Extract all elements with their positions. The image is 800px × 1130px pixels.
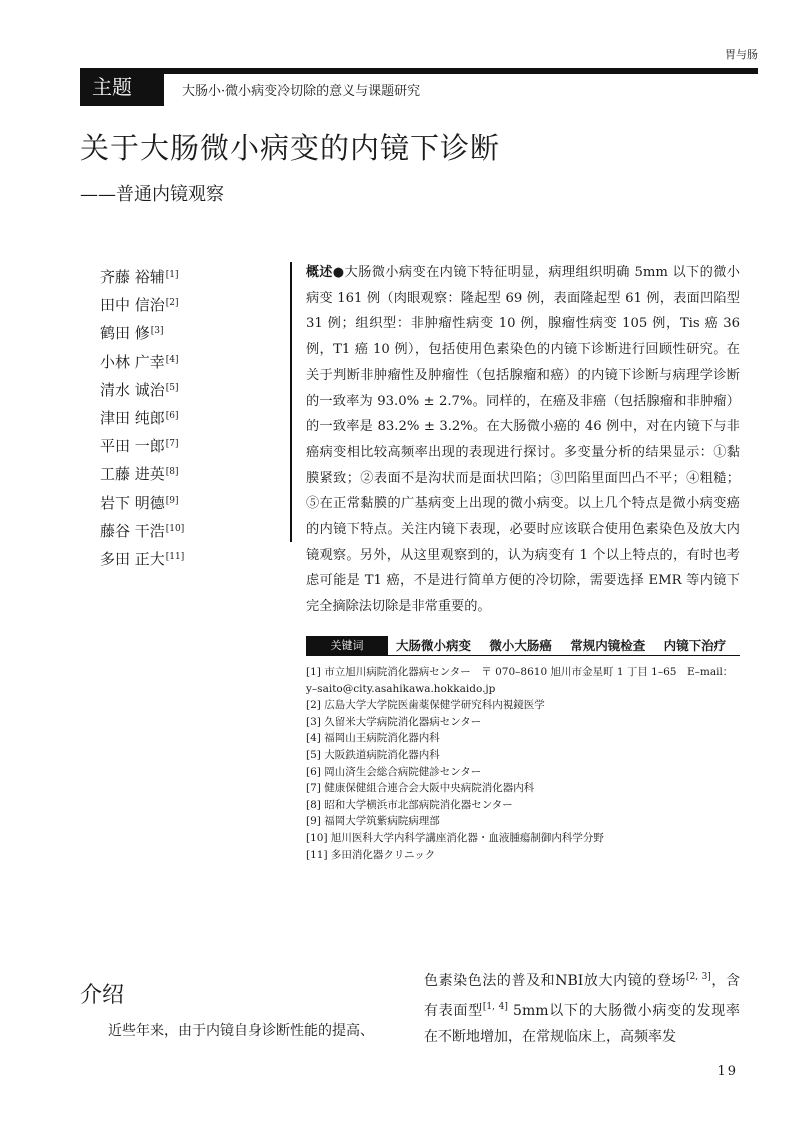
author-list bbox=[100, 262, 184, 572]
affiliation: [7] 健康保健組合連合会大阪中央病院消化器内科 bbox=[306, 782, 535, 795]
keyword: 常规内镜检查 bbox=[570, 638, 646, 653]
header-rule bbox=[80, 68, 758, 74]
keyword: 微小大肠癌 bbox=[489, 638, 552, 653]
affiliation: [10] 旭川医科大学内科学講座消化器・血液腫瘍制御内科学分野 bbox=[306, 831, 604, 844]
affiliations bbox=[306, 664, 746, 863]
author: 多田 正大[11] bbox=[100, 550, 185, 569]
author: 小林 广幸[4] bbox=[100, 352, 179, 371]
abstract-label: 概述● bbox=[306, 265, 345, 280]
author: 藤谷 干浩[10] bbox=[100, 521, 185, 540]
keywords-label: 关键词 bbox=[306, 636, 388, 656]
affiliation: [11] 多田消化器クリニック bbox=[306, 848, 436, 861]
abstract-text: 大肠微小病变在内镜下特征明显，病理组织明确 5mm 以下的微小病变 161 例（肉眼观察：隆起型 69 例，表面隆起型 61 例，表面凹陷型 31 例；组织型：非肿瘤性病变 10 例，腺瘤性病变 105 例，Tis 癌 36 例，T1 癌 10 例），包括使用色素染色的内镜下诊断进行回顾性研究。在关于判断非肿瘤性及肿瘤性（包括腺瘤和癌）的内镜下诊断与病理学诊断的一致率为 93.0% ± 2.7%。同样的，在癌及非癌（包括腺瘤和非肿瘤）的一致率是 83.2% ± 3.2%。在大肠微小癌的 46 例中，对在内镜下与非癌病变相比较高频率出现的表现进行探讨。多变量分析的结果显示：①黏膜紧致；②表面不是沟状而是面状凹陷；③凹陷里面凹凸不平；④粗糙；⑤在正常黏膜的广基病变上出现的微小病变。以上几个特点是微小病变癌的内镜下特点。关注内镜下表现，必要时应该联合使用色素染色及放大内镜观察。另外，从这里观察到的，认为病变有 1 个以上特点的，有时也考虑可能是 T1 癌，不是进行简单方便的冷切除，需要选择 EMR 等内镜下完全摘除法切除是非常重要的。 bbox=[306, 265, 740, 615]
author: 平田 一郎[7] bbox=[100, 437, 179, 456]
abstract-divider bbox=[290, 262, 292, 542]
keyword: 内镜下治疗 bbox=[663, 638, 727, 653]
theme-text: 大肠小·微小病变冷切除的意义与课题研究 bbox=[182, 84, 421, 99]
intro-heading: 介绍 bbox=[80, 983, 125, 1008]
affiliation: [4] 福岡山王病院消化器内科 bbox=[306, 732, 440, 745]
journal-name: 胃与肠 bbox=[725, 48, 758, 61]
affiliation: [2] 広島大学大学院医歯薬保健学研究科内視鏡医学 bbox=[306, 699, 545, 712]
abstract bbox=[306, 260, 740, 620]
affiliation-email: y–saito@city.asahikawa.hokkaido.jp bbox=[306, 682, 496, 695]
author: 齐藤 裕辅[1] bbox=[100, 268, 179, 286]
keywords bbox=[306, 636, 740, 656]
author: 鹤田 修[3] bbox=[100, 324, 164, 343]
theme-label: 主题 bbox=[80, 68, 164, 106]
author: 田中 信治[2] bbox=[100, 296, 179, 315]
affiliation: [5] 大阪鉄道病院消化器内科 bbox=[306, 748, 440, 761]
author: 工藤 进英[8] bbox=[100, 465, 179, 484]
article-title: 关于大肠微小病变的内镜下诊断 bbox=[80, 131, 501, 165]
affiliation: [6] 岡山済生会総合病院健診センター bbox=[306, 765, 482, 778]
article-subtitle: ——普通内镜观察 bbox=[80, 184, 224, 205]
affiliation: [1] 市立旭川病院消化器病センター 〒 070–8610 旭川市金星町 1 丁目 1–65 E–mail： bbox=[306, 666, 734, 678]
page-number: 19 bbox=[717, 1064, 738, 1079]
author: 清水 诚治[5] bbox=[100, 380, 179, 399]
author: 岩下 明德[9] bbox=[100, 493, 179, 512]
intro-column-right: 色素染色法的普及和NBI放大内镜的登场[2, 3]，含有表面型[1, 4] 5mm以下的大肠微小病变的发现率在不断地增加，在常规临床上，高频率发 bbox=[424, 972, 740, 1045]
author: 津田 纯郎[6] bbox=[100, 409, 179, 428]
keywords-list bbox=[396, 636, 740, 656]
intro-column-left: 近些年来，由于内镜自身诊断性能的提高、 bbox=[108, 1023, 374, 1039]
affiliation: [3] 久留米大学病院消化器病センター bbox=[306, 715, 482, 728]
affiliation: [8] 昭和大学横浜市北部病院消化器センター bbox=[306, 798, 513, 811]
affiliation: [9] 福岡大学筑紫病院病理部 bbox=[306, 815, 440, 828]
keyword: 大肠微小病变 bbox=[396, 638, 472, 653]
